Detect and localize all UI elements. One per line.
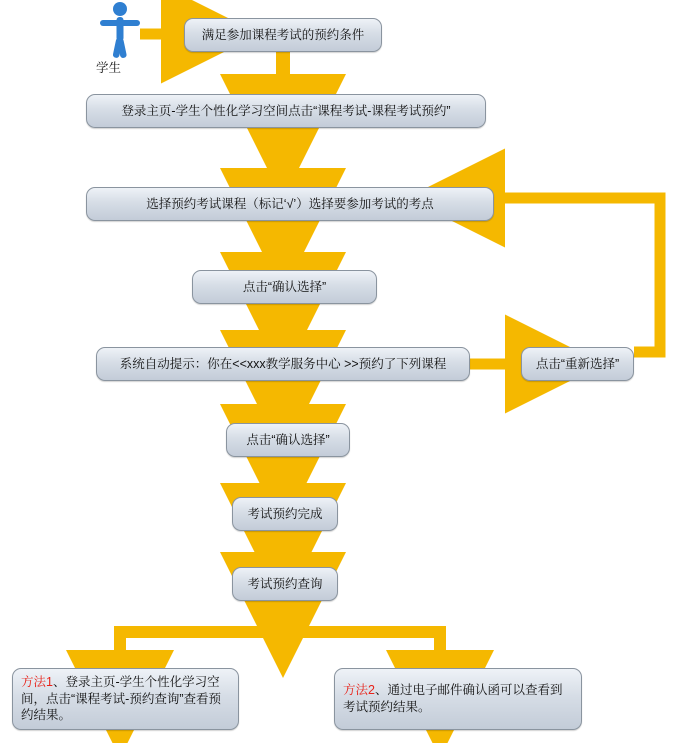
node-confirm-1[interactable]: 点击“确认选择” — [192, 270, 377, 304]
method-1-prefix: 方法1 — [21, 674, 53, 689]
method-2-prefix: 方法2 — [343, 683, 375, 698]
node-method-2[interactable] — [334, 668, 582, 730]
node-booking-query[interactable]: 考试预约查询 — [232, 567, 338, 601]
node-method-1[interactable] — [12, 668, 239, 730]
method-2-text: 、通过电子邮件确认函可以查看到考试预约结果。 — [343, 683, 563, 714]
node-system-prompt[interactable]: 系统自动提示：你在<<xxx教学服务中心 >>预约了下列课程 — [96, 347, 470, 381]
arrow-n6-loop-n3 — [494, 198, 660, 352]
method-1-text: 、登录主页-学生个性化学习空间，点击“课程考试-预约查询”查看预约结果。 — [21, 674, 221, 723]
student-label: 学生 — [96, 61, 122, 75]
node-booking-done[interactable]: 考试预约完成 — [232, 497, 338, 531]
node-precondition[interactable]: 满足参加课程考试的预约条件 — [184, 18, 382, 52]
arrow-n9-n10 — [120, 601, 283, 662]
node-login-entry[interactable]: 登录主页-学生个性化学习空间点击“课程考试-课程考试预约” — [86, 94, 486, 128]
node-confirm-2[interactable]: 点击“确认选择” — [226, 423, 350, 457]
node-select-course[interactable]: 选择预约考试课程（标记‘√’）选择要参加考试的考点 — [86, 187, 494, 221]
student-figure-icon — [92, 0, 148, 60]
node-reselect[interactable]: 点击“重新选择” — [521, 347, 634, 381]
arrow-n9-n11 — [283, 632, 440, 662]
